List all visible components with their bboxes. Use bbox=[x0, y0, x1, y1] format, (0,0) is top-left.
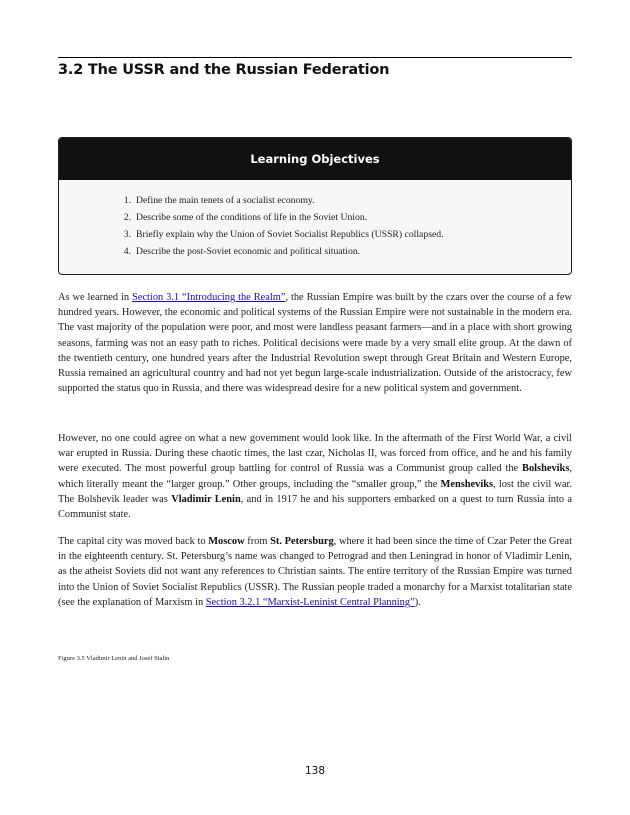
objective-number: 4. bbox=[123, 246, 131, 257]
term-mensheviks: Mensheviks bbox=[440, 478, 494, 490]
objective-text: Define the main tenets of a socialist economy. bbox=[136, 195, 315, 206]
p2-text: , lost the civil war. The Bolshevik leader was bbox=[58, 478, 573, 505]
paragraph-3 bbox=[58, 534, 572, 610]
term-st-petersburg: St. Petersburg bbox=[270, 536, 334, 547]
p3-text: ). bbox=[414, 596, 421, 608]
paragraph-1 bbox=[58, 290, 572, 396]
section-title: 3.2 The USSR and the Russian Federation bbox=[58, 62, 390, 78]
objective-number: 1. bbox=[123, 195, 131, 206]
term-bolsheviks: Bolsheviks bbox=[522, 463, 570, 475]
p3-text: The capital city was moved back to bbox=[58, 536, 209, 547]
term-vladimir-lenin: Vladimir Lenin bbox=[171, 493, 241, 505]
p3-text: from bbox=[244, 536, 271, 547]
p2-text: However, no one could agree on what a new government would look like. In the aftermath of the First World War, a civil war erupted in Russia. During these chaotic times, the last czar, Nicholas II, was forced from office, and he and his family were executed. The most powerful group battling for control of Russia was a Communist group called the bbox=[58, 433, 572, 475]
objective-text: Describe some of the conditions of life in the Soviet Union. bbox=[136, 212, 368, 223]
link-section-3-1[interactable]: Section 3.1 “Introducing the Realm” bbox=[132, 292, 286, 303]
figure-caption: Figure 3.5 Vladimir Lenin and Josef Stalin bbox=[58, 655, 170, 662]
paragraph-2 bbox=[58, 431, 572, 522]
p1-text: As we learned in bbox=[58, 292, 133, 303]
term-moscow: Moscow bbox=[208, 536, 245, 547]
objective-text: Briefly explain why the Union of Soviet Socialist Republics (USSR) collapsed. bbox=[136, 229, 444, 240]
learning-objectives-box bbox=[58, 137, 572, 275]
p2-text: , which literally meant the “larger group.” Other groups, including the “smaller group,” the bbox=[58, 463, 572, 490]
link-section-3-2-1[interactable]: Section 3.2.1 “Marxist-Leninist Central Planning” bbox=[205, 596, 415, 608]
page-number: 138 bbox=[304, 765, 326, 777]
objective-number: 2. bbox=[123, 212, 131, 223]
learning-objectives-title: Learning Objectives bbox=[59, 138, 571, 180]
p3-text: , where it had been since the time of Czar Peter the Great in the eighteenth century. St. Petersburg’s name was changed to Petrograd and then Leningrad in honor of Vladimir Lenin, as the atheist Soviets did not want any references to Christian saints. The entire territory of the Russian Empire was turned into the Union of Soviet Socialist Republics (USSR). The Russian people traded a monarchy for a Marxist totalitarian state (see the explanation of Marxism in bbox=[58, 536, 572, 608]
objective-number: 3. bbox=[123, 229, 131, 240]
p2-text: , and in 1917 he and his supporters embarked on a quest to turn Russia into a Communist state. bbox=[58, 493, 572, 521]
objective-text: Describe the post-Soviet economic and political situation. bbox=[136, 246, 361, 257]
top-rule bbox=[58, 57, 572, 58]
p1-text: , the Russian Empire was built by the czars over the course of a few hundred years. However, the economic and political systems of the Russian Empire were not sustainable in the modern era. The vast majority of the population were poor, and most were landless peasant farmers—and in a place with short growing seasons, farming was not an easy path to riches. Political decisions were made by a very small elite group. At the dawn of the twentieth century, one hundred years after the Industrial Revolution swept through Great Britain and Western Europe, Russia remained an agricultural country and had not yet begun large-scale industrialization. Outside of the aristocracy, few supported the status quo in Russia, and there was widespread desire for a new political system and government. bbox=[58, 292, 572, 395]
